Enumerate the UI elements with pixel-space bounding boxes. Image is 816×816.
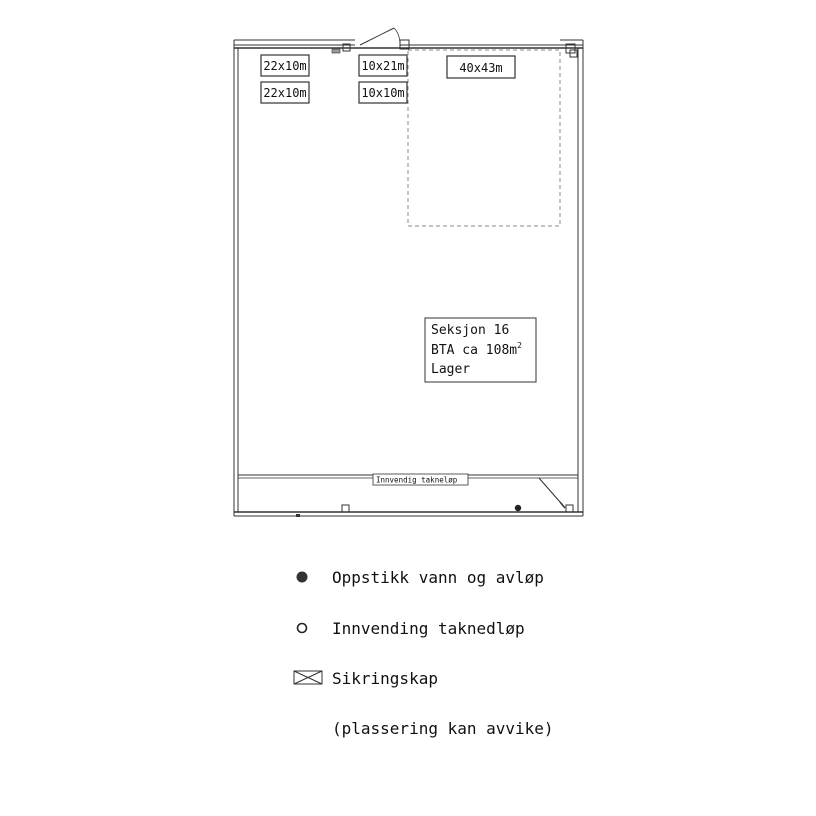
section-label-box xyxy=(425,318,536,382)
legend-label-standpipe: Oppstikk vann og avløp xyxy=(332,568,544,587)
entrance-door xyxy=(332,28,577,57)
section-name: Seksjon 16 xyxy=(431,323,510,338)
legend xyxy=(294,568,554,738)
door-10x10 xyxy=(359,82,407,103)
section-area: BTA ca $108m^2$ xyxy=(431,341,522,358)
door-22x10-1 xyxy=(261,55,309,76)
door-label: 10x10m xyxy=(361,86,405,100)
legend-note: (plassering kan avvike) xyxy=(332,719,554,738)
crossed-box-icon xyxy=(294,671,322,684)
door-10x21 xyxy=(359,55,407,76)
legend-label-roof-drain: Innvending taknedløp xyxy=(332,619,525,638)
roof-drain-label: Innvendig takneløp xyxy=(376,475,458,485)
door-label: 22x10m xyxy=(263,59,307,73)
water-drain-standpipe-marker xyxy=(515,505,521,511)
section-use: Lager xyxy=(431,362,471,377)
door-label: 40x43m xyxy=(459,61,503,75)
door-22x10-2 xyxy=(261,82,309,103)
building-walls xyxy=(234,40,583,516)
door-label: 10x21m xyxy=(361,59,405,73)
legend-label-fuse-box: Sikringskap xyxy=(332,669,438,688)
roof-drain-label-box xyxy=(373,474,468,485)
open-circle-icon xyxy=(298,624,307,633)
door-label: 22x10m xyxy=(263,86,307,100)
door-40x43 xyxy=(447,56,515,78)
filled-circle-icon xyxy=(297,572,308,583)
